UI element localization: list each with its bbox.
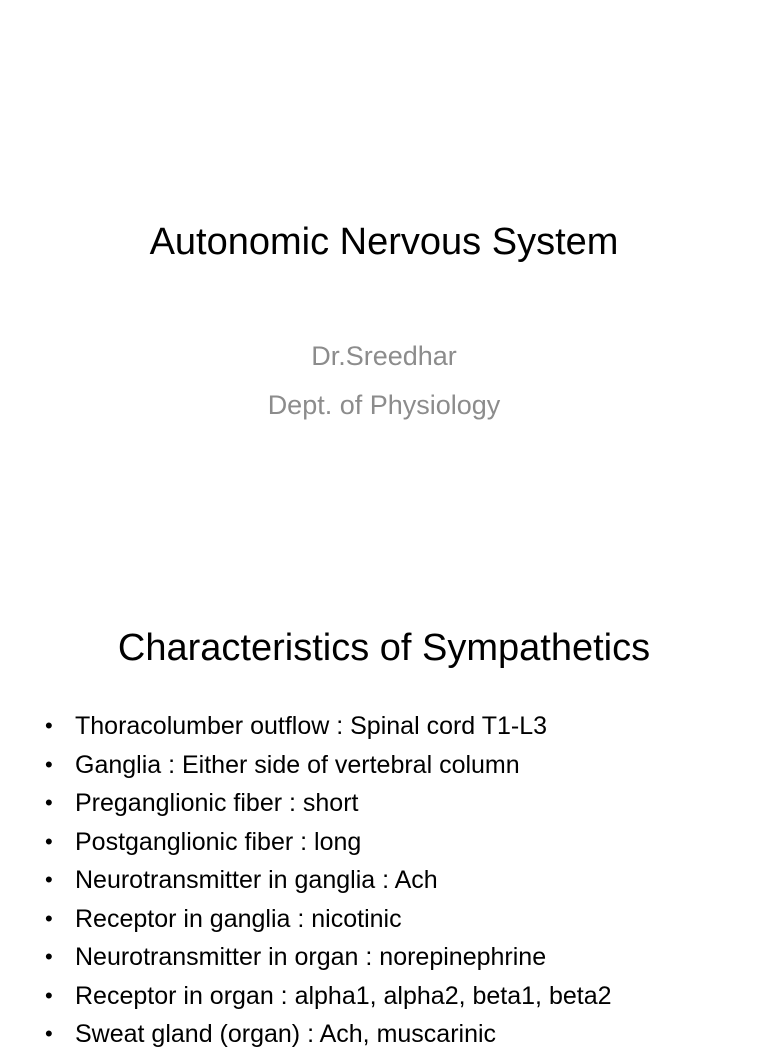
list-item-text: Sweat gland (organ) : Ach, muscarinic bbox=[75, 1020, 497, 1048]
list-item bbox=[43, 784, 763, 823]
list-item bbox=[43, 1015, 763, 1054]
list-item bbox=[43, 746, 763, 785]
presentation-subtitle bbox=[0, 332, 768, 430]
presentation-title: Autonomic Nervous System bbox=[149, 221, 619, 263]
bullet-icon: • bbox=[45, 713, 53, 738]
list-item-text: Postganglionic fiber : long bbox=[75, 827, 362, 856]
content-slide bbox=[0, 576, 768, 1048]
list-item bbox=[43, 707, 763, 746]
list-item-text: Neurotransmitter in organ : norepinephrine bbox=[75, 943, 547, 971]
department-name: Dept. of Physiology bbox=[267, 390, 501, 420]
bullet-icon: • bbox=[45, 1021, 53, 1046]
bullet-icon: • bbox=[45, 828, 53, 854]
list-item bbox=[43, 977, 763, 1016]
bullet-icon: • bbox=[45, 867, 53, 892]
slide-title: Characteristics of Sympathetics bbox=[117, 627, 651, 669]
bullet-icon: • bbox=[45, 944, 53, 969]
bullet-icon: • bbox=[45, 790, 53, 815]
list-item-text: Ganglia : Either side of vertebral column bbox=[75, 750, 520, 779]
bullet-list bbox=[43, 707, 763, 1054]
list-item-text: Thoracolumber outflow : Spinal cord T1-L3 bbox=[75, 712, 547, 740]
list-item-text: Receptor in organ : alpha1, alpha2, beta1, beta2 bbox=[75, 981, 612, 1010]
bullet-icon: • bbox=[45, 905, 53, 931]
author-name: Dr.Sreedhar bbox=[311, 341, 457, 371]
list-item-text: Preganglionic fiber : short bbox=[75, 789, 359, 817]
bullet-icon: • bbox=[45, 751, 53, 777]
list-item bbox=[43, 823, 763, 862]
bullet-icon: • bbox=[45, 982, 53, 1008]
list-item-text: Neurotransmitter in ganglia : Ach bbox=[75, 866, 438, 894]
list-item bbox=[43, 938, 763, 977]
list-item-text: Receptor in ganglia : nicotinic bbox=[75, 904, 402, 933]
list-item bbox=[43, 900, 763, 939]
list-item bbox=[43, 861, 763, 900]
